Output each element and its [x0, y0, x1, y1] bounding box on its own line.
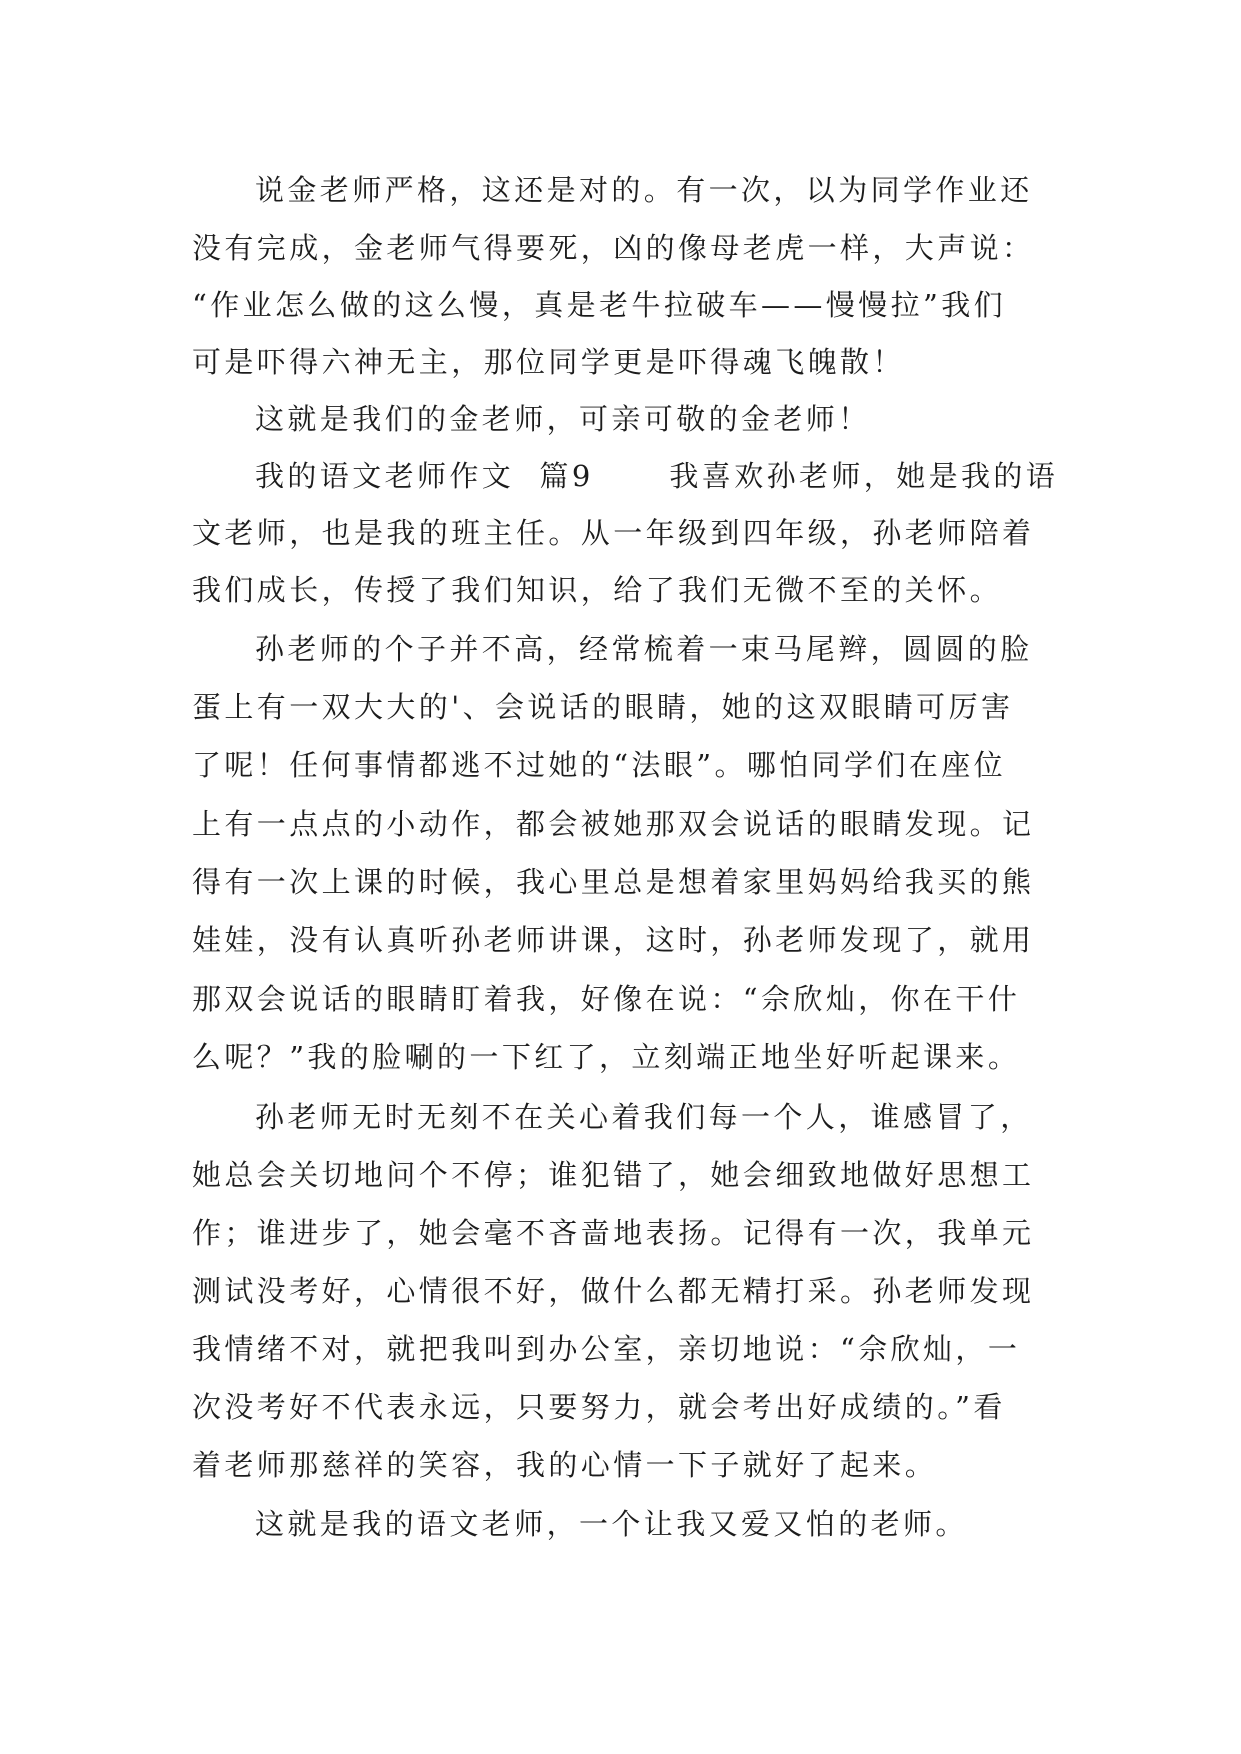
text-line: 蛋上有一双大大的'、会说话的眼睛，她的这双眼睛可厉害 — [192, 690, 1014, 724]
text-line: 上有一点点的小动作，都会被她那双会说话的眼睛发现。记 — [192, 807, 1035, 841]
text-line: 着老师那慈祥的笑容，我的心情一下子就好了起来。 — [192, 1448, 938, 1482]
text-line: 那双会说话的眼睛盯着我，好像在说：“佘欣灿，你在干什 — [192, 982, 1021, 1016]
text-line: “作业怎么做的这么慢，真是老牛拉破车——慢慢拉”我们 — [192, 288, 1007, 322]
text-line: 测试没考好，心情很不好，做什么都无精打采。孙老师发现 — [192, 1274, 1035, 1308]
text-line: 么呢？”我的脸唰的一下红了，立刻端正地坐好听起课来。 — [192, 1040, 1021, 1074]
text-line: 次没考好不代表永远，只要努力，就会考出好成绩的。”看 — [192, 1390, 1006, 1424]
text-line: 我情绪不对，就把我叫到办公室，亲切地说：“佘欣灿，一 — [192, 1332, 1021, 1366]
text-line: 她总会关切地问个不停；谁犯错了，她会细致地做好思想工 — [192, 1158, 1035, 1192]
text-line: 没有完成，金老师气得要死，凶的像母老虎一样，大声说： — [192, 231, 1035, 265]
text-line: 了呢！任何事情都逃不过她的“法眼”。哪怕同学们在座位 — [192, 748, 1007, 782]
text-line: 说金老师严格，这还是对的。有一次，以为同学作业还 — [255, 173, 1033, 207]
text-line: 孙老师的个子并不高，经常梳着一束马尾辫，圆圆的脸 — [255, 632, 1033, 666]
text-line: 我的语文老师作文 篇9 我喜欢孙老师，她是我的语 — [255, 459, 1059, 493]
text-line: 得有一次上课的时候，我心里总是想着家里妈妈给我买的熊 — [192, 865, 1035, 899]
text-line: 文老师，也是我的班主任。从一年级到四年级，孙老师陪着 — [192, 516, 1035, 550]
text-line: 娃娃，没有认真听孙老师讲课，这时，孙老师发现了，就用 — [192, 923, 1035, 957]
text-line: 这就是我的语文老师，一个让我又爱又怕的老师。 — [255, 1507, 968, 1541]
text-line: 孙老师无时无刻不在关心着我们每一个人，谁感冒了， — [255, 1100, 1033, 1134]
text-line: 可是吓得六神无主，那位同学更是吓得魂飞魄散！ — [192, 345, 905, 379]
text-line: 作；谁进步了，她会毫不吝啬地表扬。记得有一次，我单元 — [192, 1216, 1035, 1250]
text-line: 我们成长，传授了我们知识，给了我们无微不至的关怀。 — [192, 573, 1003, 607]
text-line: 这就是我们的金老师，可亲可敬的金老师！ — [255, 402, 871, 436]
